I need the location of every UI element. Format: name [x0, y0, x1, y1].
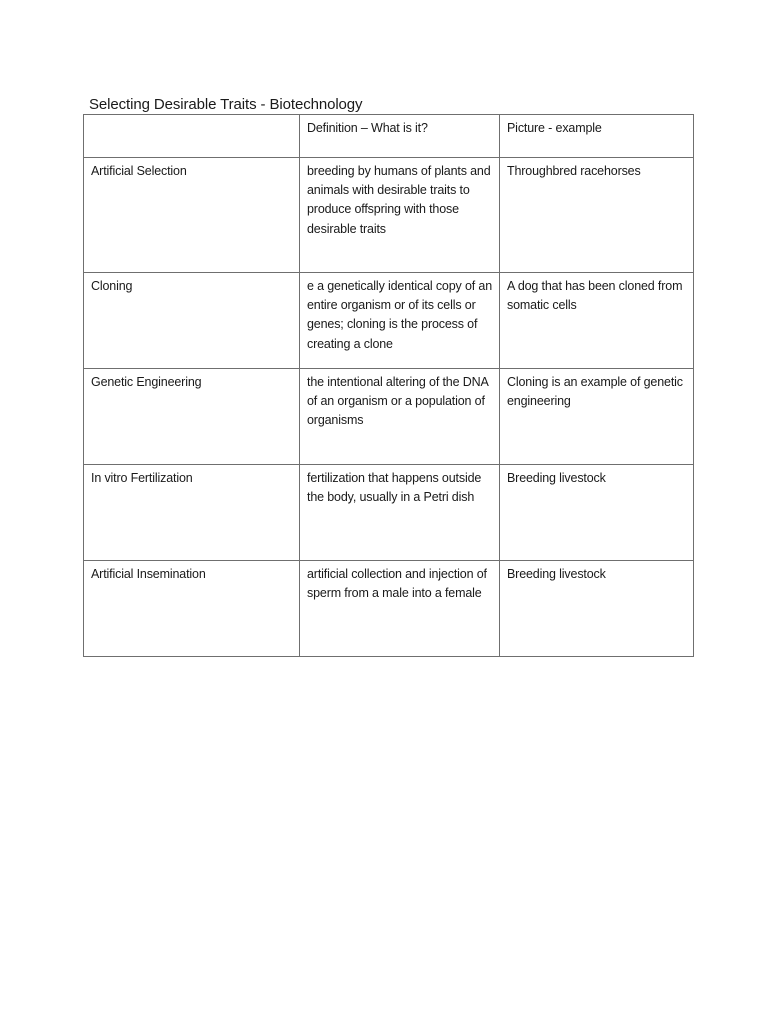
term-cell: Genetic Engineering [84, 369, 300, 465]
table-row [84, 273, 694, 369]
term-cell: Artificial Insemination [84, 561, 300, 657]
example-cell: Throughbred racehorses [500, 158, 694, 273]
example-cell: Breeding livestock [500, 465, 694, 561]
definition-cell: artificial collection and injection of sperm from a male into a female [300, 561, 500, 657]
term-cell: In vitro Fertilization [84, 465, 300, 561]
table-row [84, 158, 694, 273]
definition-cell: breeding by humans of plants and animals with desirable traits to produce offspring with those desirable traits [300, 158, 500, 273]
header-cell-definition: Definition – What is it? [300, 115, 500, 158]
traits-table [83, 114, 694, 657]
definition-cell: fertilization that happens outside the body, usually in a Petri dish [300, 465, 500, 561]
table-row [84, 561, 694, 657]
table-row [84, 369, 694, 465]
header-cell-example: Picture - example [500, 115, 694, 158]
definition-cell: the intentional altering of the DNA of an organism or a population of organisms [300, 369, 500, 465]
term-cell: Artificial Selection [84, 158, 300, 273]
example-cell: A dog that has been cloned from somatic cells [500, 273, 694, 369]
header-cell-term [84, 115, 300, 158]
definition-cell: e a genetically identical copy of an entire organism or of its cells or genes; cloning is the process of creating a clone [300, 273, 500, 369]
term-cell: Cloning [84, 273, 300, 369]
example-cell: Breeding livestock [500, 561, 694, 657]
table-row [84, 465, 694, 561]
table-header-row [84, 115, 694, 158]
page-title: Selecting Desirable Traits - Biotechnology [89, 96, 363, 113]
example-cell: Cloning is an example of genetic engineering [500, 369, 694, 465]
